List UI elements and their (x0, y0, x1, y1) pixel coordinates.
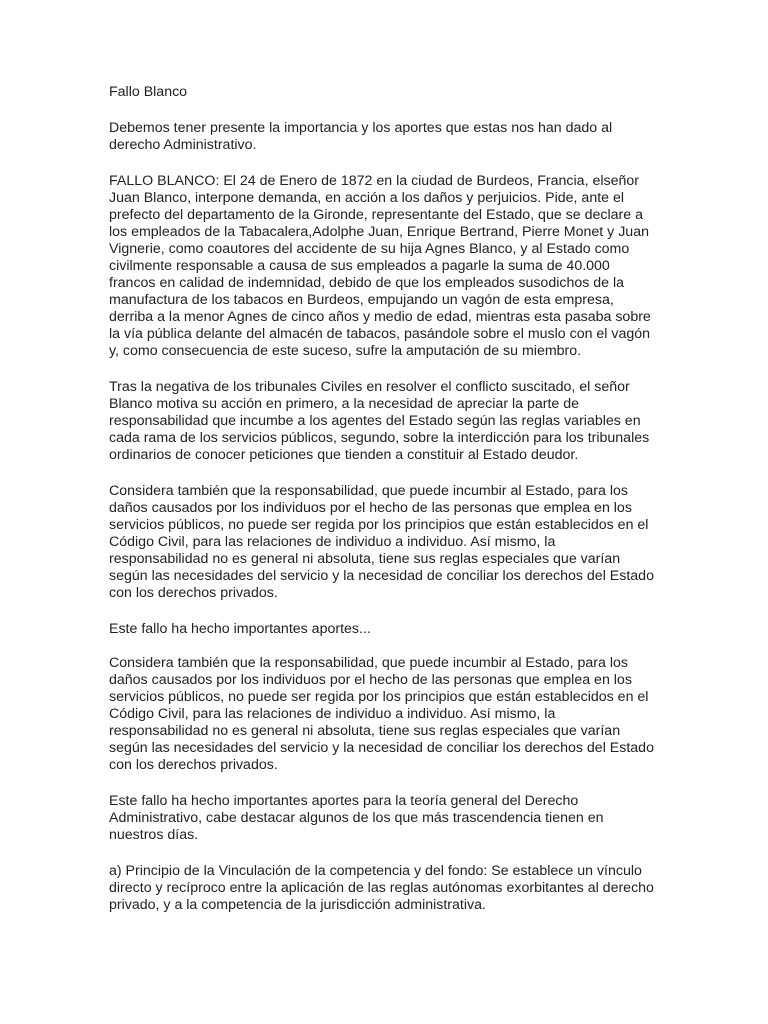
paragraph-intro: Debemos tener presente la importancia y los aportes que estas nos han dado al derecho Administrativo. (109, 120, 613, 153)
paragraph-aportes-short: Este fallo ha hecho importantes aportes... (109, 621, 371, 637)
document-title: Fallo Blanco (109, 84, 188, 100)
paragraph-aportes: Este fallo ha hecho importantes aportes para la teoría general del Derecho Administrativo, cabe destacar algunos de los que más trascendencia tienen en nuestros días. (109, 793, 604, 843)
paragraph-responsabilidad-repeat: Considera también que la responsabilidad, que puede incumbir al Estado, para los daños causados por los individuos por el hecho de las personas que emplea en los servicios públicos, no puede ser regida por los principios que están establecidos en el Código Civil, para las relaciones de individuo a individuo. Así mismo, la responsabilidad no es general ni absoluta, tiene sus reglas especiales que varían según las necesidades del servicio y la necesidad de conciliar los derechos del Estado con los derechos privados. (109, 655, 654, 773)
document-page (109, 84, 689, 933)
paragraph-responsabilidad: Considera también que la responsabilidad, que puede incumbir al Estado, para los daños causados por los individuos por el hecho de las personas que emplea en los servicios públicos, no puede ser regida por los principios que están establecidos en el Código Civil, para las relaciones de individuo a individuo. Así mismo, la responsabilidad no es general ni absoluta, tiene sus reglas especiales que varían según las necesidades del servicio y la necesidad de conciliar los derechos del Estado con los derechos privados. (109, 483, 654, 601)
paragraph-principio-a: a) Principio de la Vinculación de la competencia y del fondo: Se establece un vínculo directo y recíproco entre la aplicación de las reglas autónomas exorbitantes al derecho privado, y a la competencia de la jurisdicción administrativa. (109, 863, 654, 913)
paragraph-tribunales: Tras la negativa de los tribunales Civiles en resolver el conflicto suscitado, el señor Blanco motiva su acción en primero, a la necesidad de apreciar la parte de responsabilidad que incumbe a los agentes del Estado según las reglas variables en cada rama de los servicios públicos, segundo, sobre la interdicción para los tribunales ordinarios de conocer peticiones que tienden a constituir al Estado deudor. (109, 379, 650, 463)
paragraph-fallo-blanco: FALLO BLANCO: El 24 de Enero de 1872 en la ciudad de Burdeos, Francia, elseñor Juan Blanco, interpone demanda, en acción a los daños y perjuicios. Pide, ante el prefecto del departamento de la Gironde, representante del Estado, que se declare a los empleados de la Tabacalera,Adolphe Juan, Enrique Bertrand, Pierre Monet y Juan Vignerie, como coautores del accidente de su hija Agnes Blanco, y al Estado como civilmente responsable a causa de sus empleados a pagarle la suma de 40.000 francos en calidad de indemnidad, debido de que los empleados susodichos de la manufactura de los tabacos en Burdeos, empujando un vagón de esta empresa, derriba a la menor Agnes de cinco años y medio de edad, mientras esta pasaba sobre la vía pública delante del almacén de tabacos, pasándole sobre el muslo con el vagón y, como consecuencia de este suceso, sufre la amputación de su miembro. (109, 173, 651, 359)
